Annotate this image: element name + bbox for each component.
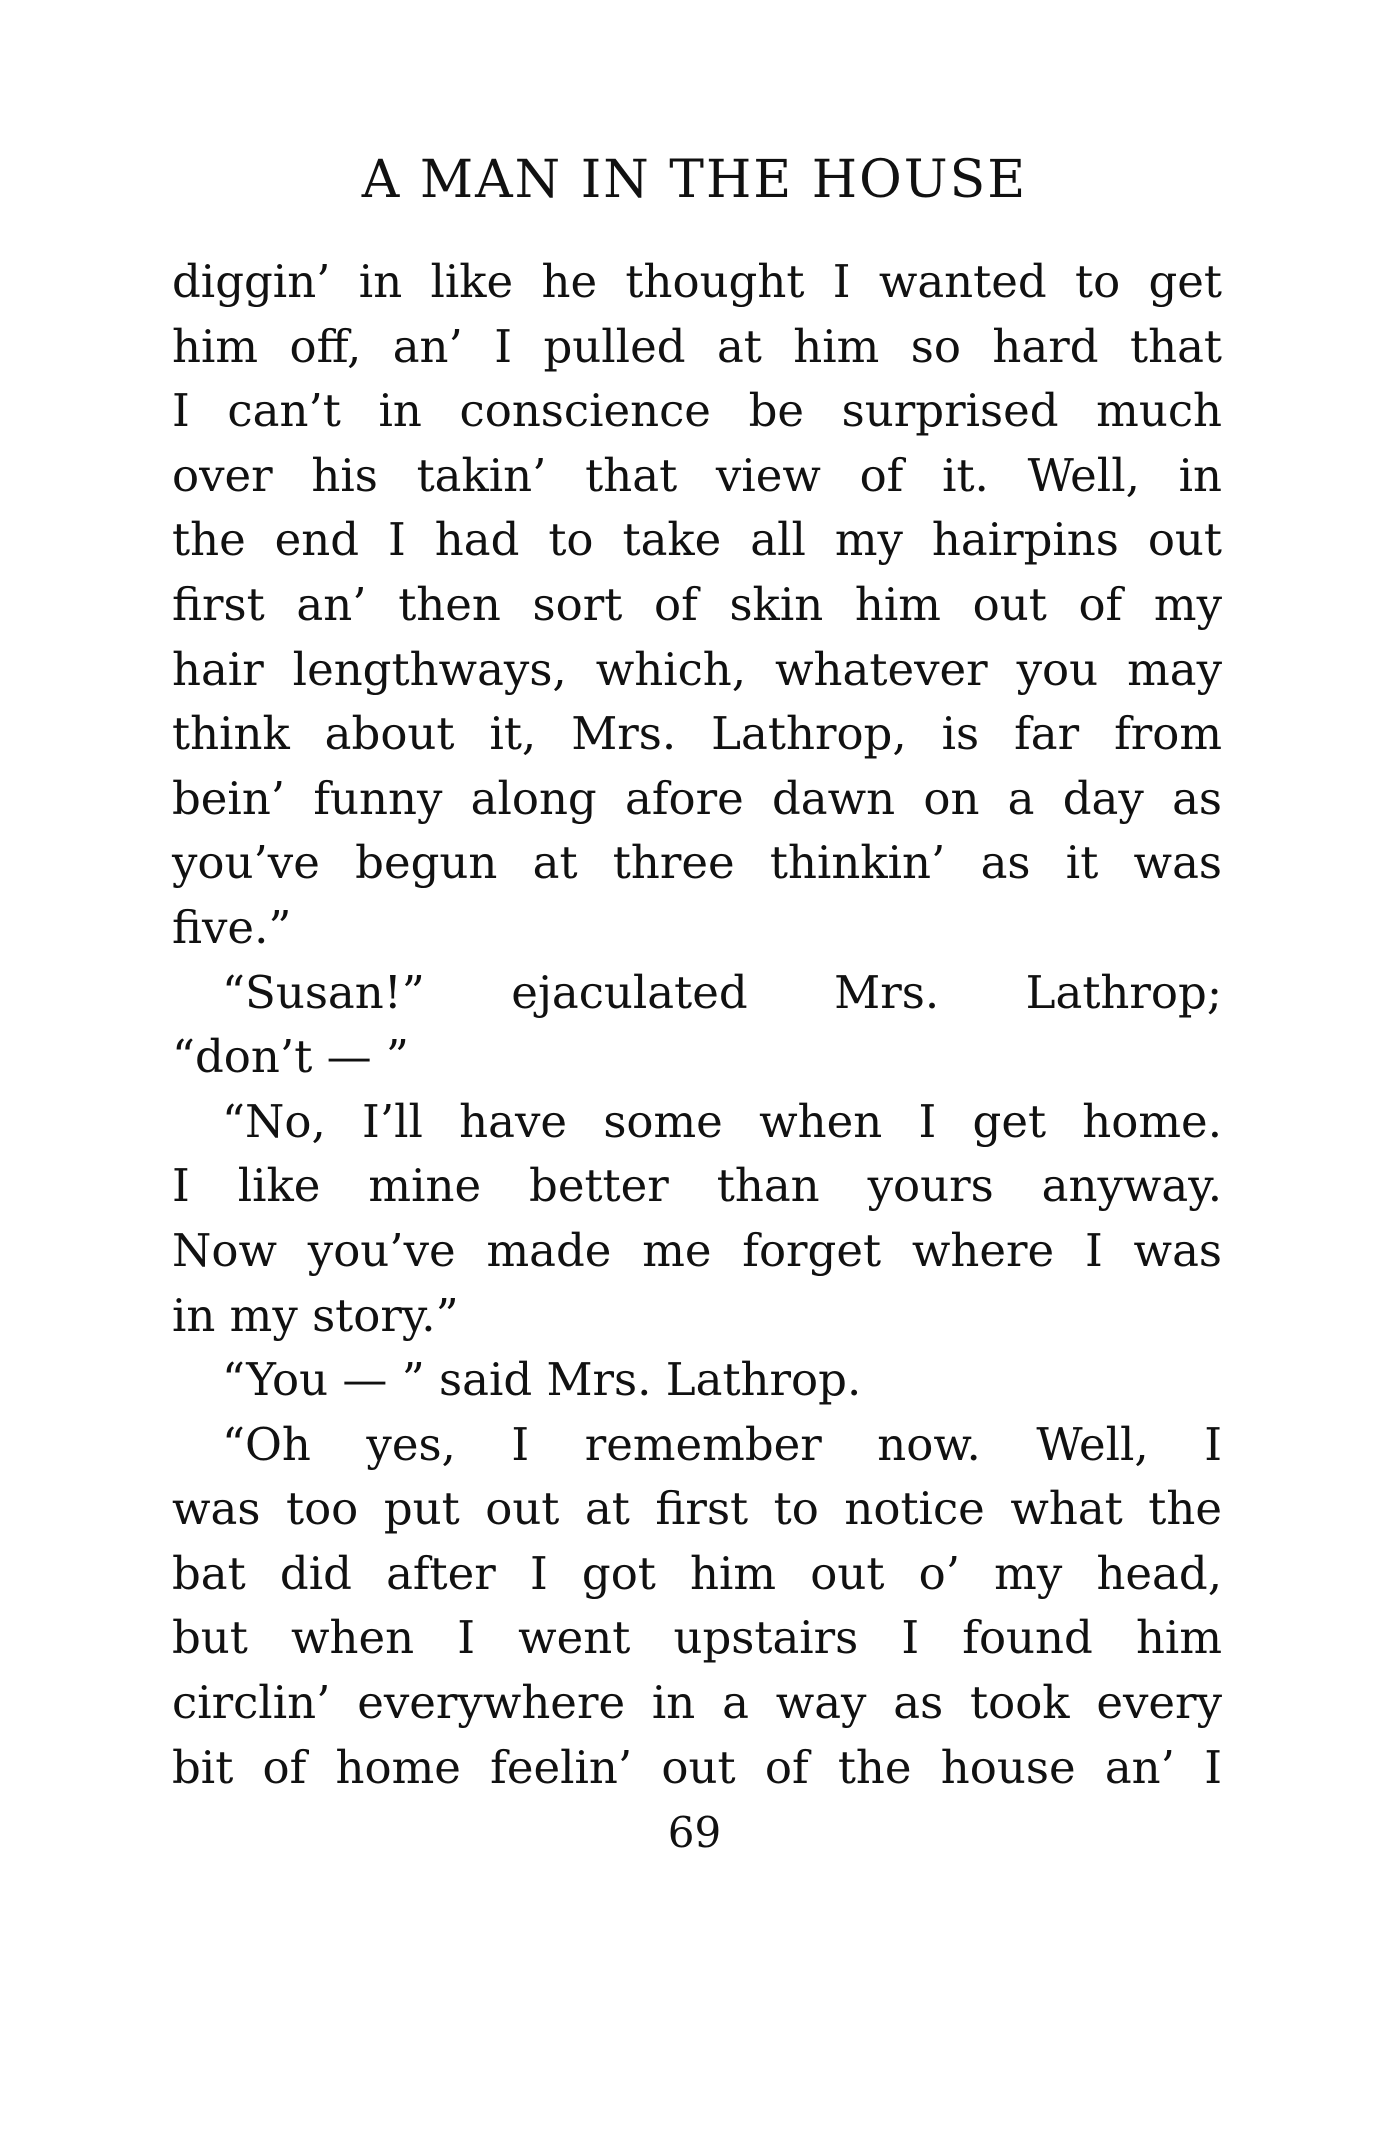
text-line: think about it, Mrs. Lathrop, is far from [172, 707, 1222, 761]
text-line: bein’ funny along afore dawn on a day as [172, 771, 1222, 825]
text-line: first an’ then sort of skin him out of my [172, 577, 1222, 631]
text-line: the end I had to take all my hairpins out [172, 513, 1222, 567]
body-text [172, 250, 1222, 1800]
text-line: in my story.” [172, 1288, 459, 1342]
text-line: I can’t in conscience be surprised much [172, 384, 1222, 438]
text-line: “Oh yes, I remember now. Well, I [222, 1417, 1222, 1471]
text-line: “don’t — ” [172, 1030, 409, 1084]
page-number: 69 [667, 1808, 722, 1857]
text-line: “No, I’ll have some when I get home. [222, 1094, 1222, 1148]
text-line: bat did after I got him out o’ my head, [172, 1546, 1222, 1600]
text-line: diggin’ in like he thought I wanted to get [172, 255, 1222, 308]
text-line: I like mine better than yours anyway. [172, 1159, 1222, 1213]
running-head: A MAN IN THE HOUSE [361, 150, 1028, 210]
text-line: him off, an’ I pulled at him so hard that [172, 319, 1222, 373]
text-line: “Susan!” ejaculated Mrs. Lathrop; [222, 965, 1222, 1019]
text-line: but when I went upstairs I found him [172, 1611, 1222, 1665]
text-line: five.” [172, 900, 292, 954]
text-line: was too put out at first to notice what the [172, 1482, 1222, 1536]
text-line: Now you’ve made me forget where I was [172, 1223, 1222, 1277]
text-line: you’ve begun at three thinkin’ as it was [172, 836, 1222, 890]
text-line: circlin’ everywhere in a way as took every [172, 1676, 1222, 1730]
text-line: over his takin’ that view of it. Well, in [172, 448, 1222, 502]
text-line: “You — ” said Mrs. Lathrop. [222, 1353, 862, 1407]
text-line: bit of home feelin’ out of the house an’ I [172, 1740, 1222, 1794]
text-line: hair lengthways, which, whatever you may [172, 642, 1222, 696]
